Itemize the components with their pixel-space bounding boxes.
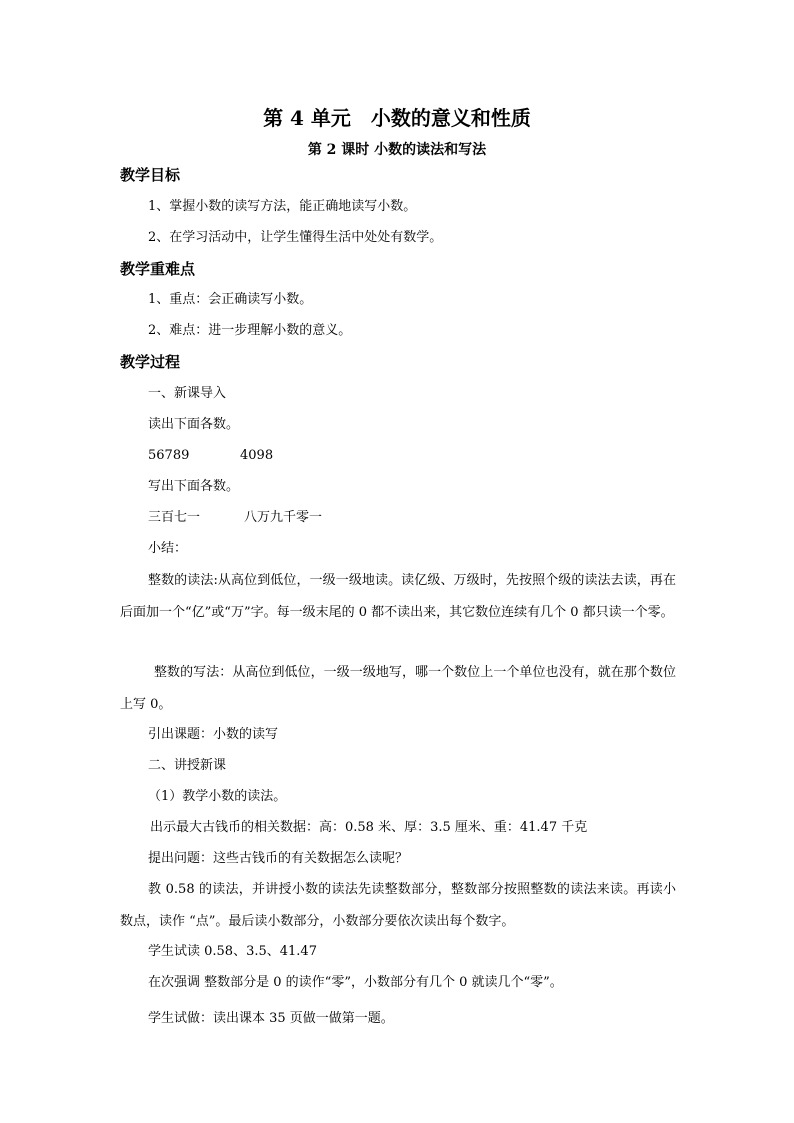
key-point-item: 1、重点：会正确读写小数。 [148,292,313,307]
goal-item: 1、掌握小数的读写方法，能正确地读写小数。 [148,199,417,214]
write-prompt: 写出下面各数。 [148,479,240,494]
teach-058: 教 0.58 的读法，并讲授小数的读法先读整数部分，整数部分按照整数的读法来读。再读小数点，读作 “点”。最后读小数部分，小数部分要依次读出每个数字。 [120,882,676,929]
intro-heading: 一、新课导入 [148,386,227,401]
goal-item: 2、在学习活动中，让学生懂得生活中处处有数学。 [148,230,443,245]
write-numbers [148,509,322,527]
key-point-item: 2、难点：进一步理解小数的意义。 [148,323,352,338]
topic-intro: 引出课题：小数的读写 [148,727,279,742]
student-try-do: 学生试做：读出课本 35 页做一做第一题。 [148,1011,394,1026]
process-heading: 教学过程 [120,353,181,371]
lesson-subtitle: 第 2 课时 小数的读法和写法 [307,142,487,158]
new-lesson-heading: 二、讲授新课 [148,758,227,773]
read-number: 56789 [148,448,190,463]
read-numbers [148,447,273,465]
key-points-heading: 教学重难点 [120,260,196,278]
question: 提出问题：这些古钱币的有关数据怎么读呢？ [148,851,409,866]
read-prompt: 读出下面各数。 [148,417,240,432]
reading-rule: 整数的读法:从高位到低位，一级一级地读。读亿级、万级时，先按照个级的读法去读，再在后面加一个“亿”或“万”字。每一级末尾的 0 都不读出来，其它数位连续有几个 0 都只读一个零。 [120,573,676,620]
goals-heading: 教学目标 [120,166,181,184]
writing-rule: 整数的写法：从高位到低位，一级一级地写，哪一个数位上一个单位也没有，就在那个数位上写 0。 [120,665,676,712]
read-number: 4098 [240,448,274,463]
step-1: （1）教学小数的读法。 [148,789,287,804]
unit-title: 第 4 单元 小数的意义和性质 [263,106,531,130]
write-number: 三百七一 [148,510,201,525]
summary-label: 小结： [148,541,188,556]
coin-data: 出示最大古钱币的相关数据：高：0.58 米、厚：3.5 厘米、重：41.47 千克 [150,820,588,835]
write-number: 八万九千零一 [244,510,323,525]
emphasis: 在次强调 整数部分是 0 的读作“零”，小数部分有几个 0 就读几个“零”。 [148,975,563,990]
student-try-read: 学生试读 0.58、3.5、41.47 [148,944,317,959]
